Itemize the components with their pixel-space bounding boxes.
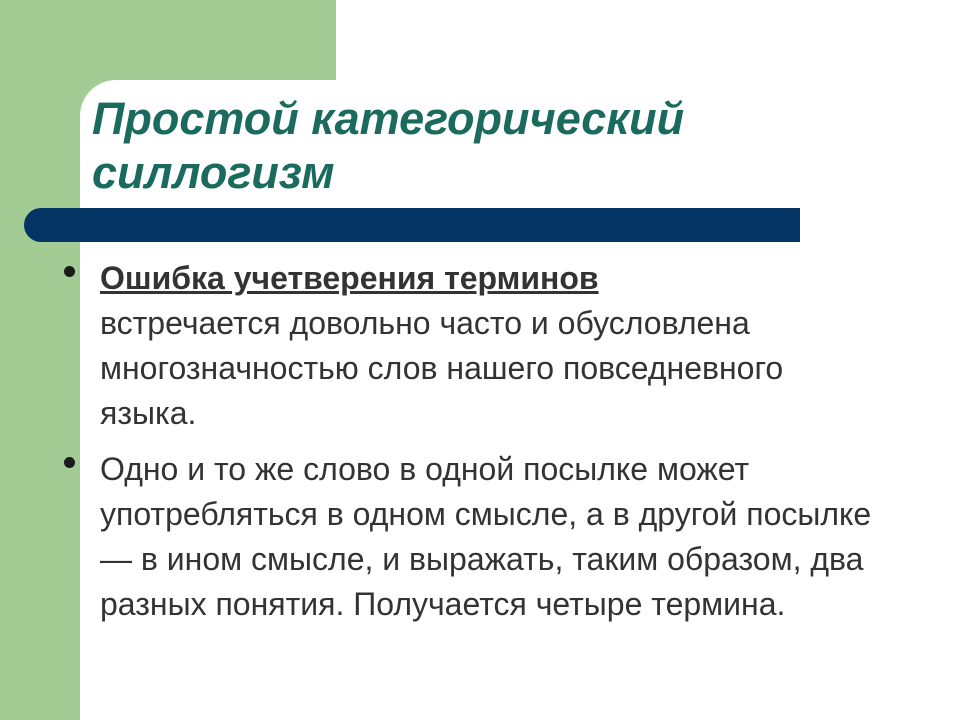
bullet-dot-icon — [64, 457, 75, 468]
bullet-list — [60, 256, 880, 638]
bullet-term: Ошибка учетверения терминов — [100, 260, 599, 296]
bullet-item — [60, 256, 880, 436]
title-underline-bar — [24, 208, 800, 242]
bullet-text: встречается довольно часто и обусловлена многозначностью слов нашего повседневного языка. — [100, 305, 784, 431]
bullet-text: Одно и то же слово в одной посылке может употребляться в одном смысле, а в другой посылке — в ином смысле, и выражать, таким образом, два разных понятия. Получается четыре термина. — [100, 451, 872, 622]
slide-title: Простой категорический силлогизм — [92, 93, 685, 198]
bullet-dot-icon — [64, 266, 75, 277]
bullet-item — [60, 447, 880, 627]
